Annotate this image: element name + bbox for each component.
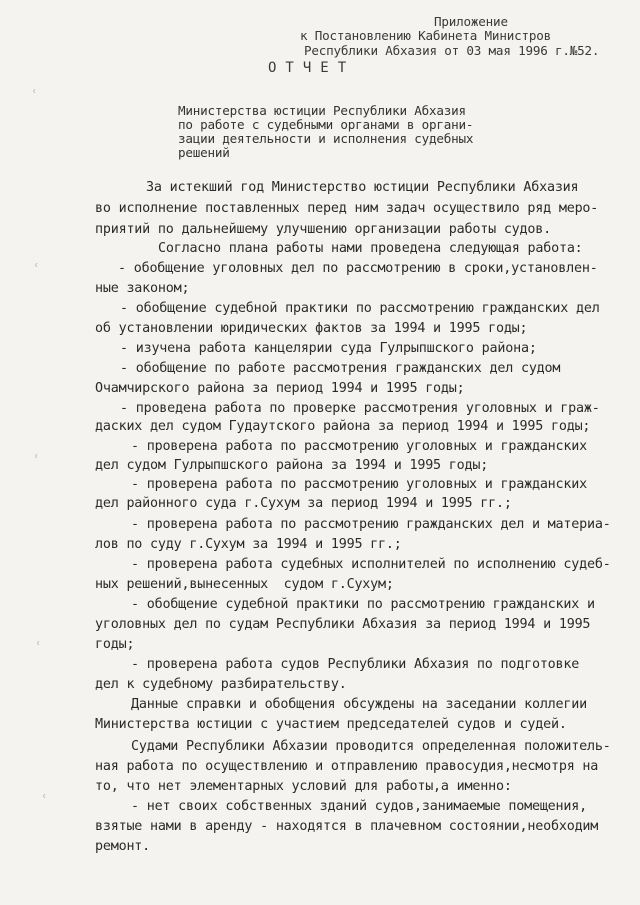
body-line: об установлении юридических фактов за 1994 и 1995 годы; (95, 321, 528, 336)
punch-hole-mark: ʿ (30, 88, 39, 104)
subtitle-line: зации деятельности и исполнения судебных (178, 131, 474, 146)
body-line: дел судом Гулрыпшского района за 1994 и 1995 годы; (95, 458, 489, 473)
body-line: ремонт. (95, 839, 151, 854)
punch-hole-mark: ʿ (32, 262, 41, 278)
body-line: - проведена работа по проверке рассмотрения уголовных и граж- (120, 401, 600, 416)
body-line: во исполнение поставленных перед ним задач осуществило ряд меро- (95, 201, 599, 216)
body-line: Очамчирского района за период 1994 и 1995 годы; (95, 381, 465, 396)
body-line: уголовных дел по судам Республики Абхазия за период 1994 и 1995 (95, 617, 591, 632)
body-line: - обобщение по работе рассмотрения гражданских дел судом (120, 361, 561, 376)
body-line: Судами Республики Абхазии проводится определенная положитель- (131, 739, 611, 754)
body-line: то, что нет элементарных условий для работы,а именно: (95, 779, 512, 794)
punch-hole-mark: ʿ (32, 453, 41, 469)
body-line: - нет своих собственных зданий судов,занимаемые помещения, (131, 799, 587, 814)
body-line: взятые нами в аренду - находятся в плачевном состоянии,необходим (95, 819, 599, 834)
body-line: Министерства юстиции с участием председателей судов и судей. (95, 717, 567, 732)
body-line: - обобщение судебной практики по рассмотрению гражданских и (131, 597, 595, 612)
body-line: - проверена работа по рассмотрению уголовных и гражданских (131, 439, 587, 454)
body-line: ные законом; (95, 281, 190, 296)
body-line: ная работа по осуществлению и отправлению правосудия,несмотря на (95, 759, 599, 774)
body-line: дел к судебному разбирательству. (95, 677, 347, 692)
body-line: Согласно плана работы нами проведена следующая работа: (158, 241, 583, 256)
body-line: годы; (95, 637, 135, 652)
body-line: - обобщение судебной практики по рассмотрению гражданских дел (120, 301, 600, 316)
body-line: Данные справки и обобщения обсуждены на заседании коллегии (131, 697, 587, 712)
appendix-decree: к Постановлению Кабинета Министров (300, 28, 551, 43)
body-line: даских дел судом Гудаутского района за период 1994 и 1995 годы; (95, 419, 591, 434)
body-line: - проверена работа по рассмотрению уголовных и гражданских (131, 477, 587, 492)
body-line: - обобщение уголовных дел по рассмотрению в сроки,установлен- (118, 261, 598, 276)
body-line: ных решений,вынесенных судом г.Сухум; (95, 577, 394, 592)
appendix-label: Приложение (434, 14, 508, 29)
subtitle-line: решений (178, 145, 230, 160)
body-line: За истекший год Министерство юстиции Республики Абхазия (146, 180, 579, 195)
punch-hole-mark: ʿ (34, 640, 43, 656)
body-line: - изучена работа канцелярии суда Гулрыпшского района; (120, 341, 537, 356)
appendix-date: Республики Абхазия от 03 мая 1996 г.№52. (304, 43, 600, 58)
punch-hole-mark: ʿ (40, 793, 49, 809)
body-line: дел районного суда г.Сухум за период 1994 и 1995 гг.; (95, 496, 512, 511)
body-line: - проверена работа судебных исполнителей по исполнению судеб- (131, 557, 611, 572)
body-line: - проверена работа судов Республики Абхазия по подготовке (131, 657, 580, 672)
body-line: - проверена работа по рассмотрению гражданских дел и материа- (131, 517, 611, 532)
subtitle-line: Министерства юстиции Республики Абхазия (178, 103, 466, 118)
body-line: приятий по дальнейшему улучшению организации работы судов. (95, 222, 551, 237)
subtitle-line: по работе с судебными органами в органи- (178, 117, 474, 132)
document-title: ОТЧЕТ (268, 60, 356, 76)
body-line: лов по суду г.Сухум за 1994 и 1995 гг.; (95, 537, 402, 552)
